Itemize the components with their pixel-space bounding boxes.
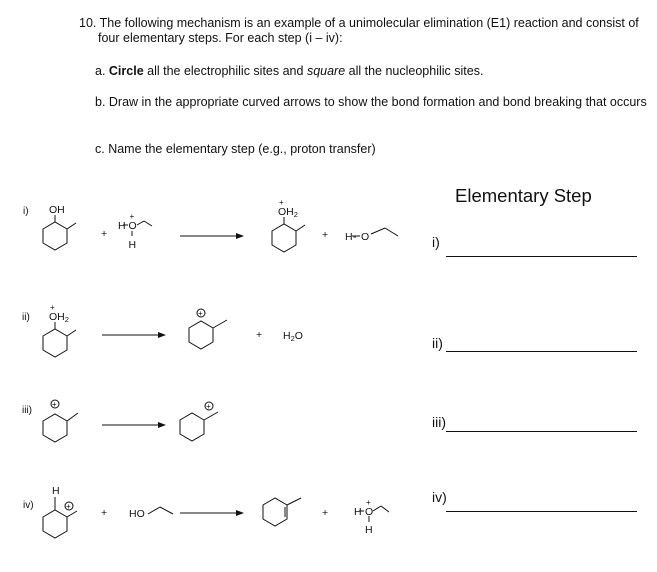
answer-label-ii: ii) — [432, 335, 443, 351]
answer-label-i: i) — [432, 234, 440, 250]
row-iii-reactant-charge: + — [52, 400, 57, 409]
part-a-mid: all the electrophilic sites and — [143, 64, 307, 78]
row-iv-ho: HO — [129, 508, 145, 520]
row-i-o-charge: + — [129, 212, 135, 221]
part-a-square-word: square — [306, 64, 346, 78]
row-label-i: i) — [23, 206, 29, 217]
row-label-iv: iv) — [23, 500, 34, 511]
row-i-o: O — [128, 220, 137, 232]
row-i-product-charge: + — [279, 198, 284, 207]
row-i-protonated-ethanol — [123, 221, 152, 236]
row-i-product-oh2: OH2 — [278, 206, 298, 219]
row-ii-oh2-charge: + — [50, 303, 55, 312]
row-i-reactant-ring — [43, 215, 76, 250]
answer-label-iii: iii) — [432, 414, 446, 430]
row-ii-oh2: OH2 — [49, 311, 69, 324]
row-iii-reactant-ring — [43, 400, 78, 442]
row-i-h-bottom: H — [128, 239, 137, 251]
row-ii-water: H2O — [283, 330, 303, 343]
row-iv-o: O — [365, 506, 374, 518]
row-ii-cation-charge: + — [198, 309, 203, 318]
part-a-suffix: all the nucleophilic sites. — [345, 64, 484, 78]
row-i-h-left: H — [118, 220, 126, 232]
row-i-ethanol — [352, 228, 398, 236]
row-i-ethanol-dash: - — [353, 231, 357, 243]
row-i-plus-2: + — [322, 229, 329, 241]
row-iv-h: H — [52, 485, 60, 497]
row-iv-alkene-ring — [263, 498, 301, 526]
part-a-circle-word: Circle — [108, 64, 144, 78]
row-ii-plus: + — [256, 329, 263, 341]
row-ii-carbocation-ring — [189, 309, 227, 349]
row-iv-h-bottom: H — [365, 524, 373, 536]
part-a-prefix: a. — [95, 64, 109, 78]
row-i-product-ring — [272, 217, 305, 252]
row-iv-charge: + — [66, 502, 71, 511]
row-iv-plus: + — [101, 507, 108, 519]
row-iv-o-charge: + — [366, 498, 371, 507]
row-i-oh: OH — [49, 204, 65, 216]
question-intro: 10. The following mechanism is an example of a unimolecular elimination (E1) reaction and consist of four elementary steps. For each step (i – iv): — [79, 16, 639, 45]
row-iii-product-charge: + — [206, 402, 211, 411]
row-label-ii: ii) — [22, 312, 30, 323]
row-label-iii: iii) — [22, 405, 32, 416]
elementary-step-header: Elementary Step — [455, 185, 592, 206]
row-iv-protonated-ethanol — [359, 506, 389, 522]
row-iv-ethanol — [148, 507, 173, 514]
question-part-b: b. Draw in the appropriate curved arrows to show the bond formation and bond breaking that occurs — [95, 95, 647, 109]
row-ii-reactant-ring — [43, 322, 76, 357]
row-iv-plus-2: + — [322, 507, 329, 519]
row-iv-h-left: H — [354, 506, 362, 518]
row-i-ethanol-h: H — [345, 231, 353, 243]
row-i-ethanol-o: O — [361, 231, 370, 243]
answer-label-iv: iv) — [432, 489, 447, 505]
row-iv-reactant-ring — [43, 497, 77, 538]
row-i-plus: + — [101, 228, 108, 240]
row-iii-product-ring — [180, 402, 218, 441]
question-part-c: c. Name the elementary step (e.g., proton transfer) — [95, 142, 376, 156]
